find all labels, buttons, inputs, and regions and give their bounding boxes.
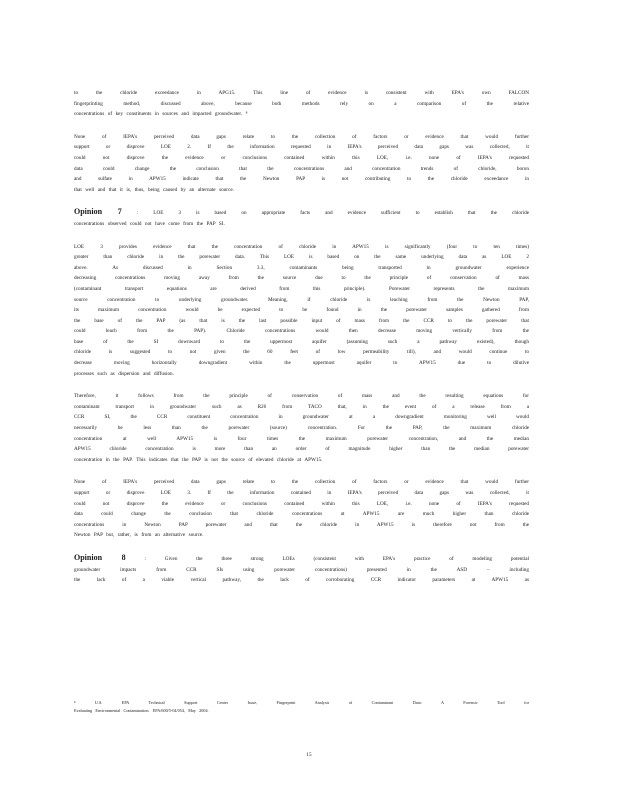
opinion-heading: Opinion 7 xyxy=(74,207,122,217)
text-line: greater than chloride in the porewater data. This LOE is based on the same underlying data as LOE 2 xyxy=(74,254,529,261)
text-line: the lack of a viable vertical pathway, the lack of corroborating CCR indicator parameters at APW15 as xyxy=(74,577,529,584)
text-line: contaminant transport in groundwater such as R26 from TACO that, in the event of a release from a xyxy=(74,403,529,410)
paragraph-4 xyxy=(74,391,529,465)
text-line: concentrations observed could not have come from the PAP SI. xyxy=(74,220,225,227)
text-line: None of IEPA's perceived data gaps relate to the collection of factors or evidence that would further xyxy=(74,479,529,486)
text-line: fingerprinting method, discussed above, because both methods rely on a comparison of the relative xyxy=(74,100,529,107)
text-line: data could change the conclusion that the concentrations and concentration trends of chloride, boron xyxy=(74,165,529,172)
footnote-line: ⁸ U.S. EPA Technical Support Center Issue, Fingerprint Analysis of Contaminant Data: A Forensic Tool for xyxy=(74,700,529,705)
opinion-heading: Opinion 8 xyxy=(74,552,126,562)
text-line: None of IEPA's perceived data gaps relate to the collection of factors or evidence that would further xyxy=(74,133,529,140)
opinion-text: : Given the three strong LOEs (consistent with EPA's practice of modeling potential xyxy=(144,555,530,562)
text-line: chloride is suggested to not given the 60 feet of low permeability till), and would continue to xyxy=(74,349,529,356)
text-line: (contaminant transport equations are derived from this principle). Porewater represents the maximum xyxy=(74,285,529,292)
text-line: processes such as dispersion and diffusion. xyxy=(74,370,174,377)
opinion-text: : LOE 3 is based on appropriate facts and evidence sufficient to establish that the chloride xyxy=(136,210,530,217)
text-line: decreasing concentrations moving away from the source due to the principle of conservation of mass xyxy=(74,275,529,282)
text-line: could not disprove the evidence or conclusions contained within this LOE, i.e. none of IEPA's requested xyxy=(74,154,529,161)
opinion-8 xyxy=(74,553,529,586)
text-line: APW15 chloride concentration is more than an order of magnitude higher than the median porewater xyxy=(74,446,529,453)
paragraph-3 xyxy=(74,242,529,380)
text-line: its maximum concentration would be expected to be found in the porewater samples gathered from xyxy=(74,307,529,314)
text-line: necessarily be less than the porewater (source) concentration. For the PAP, the maximum chloride xyxy=(74,425,529,432)
text-line: decrease moving horizontally downgradient within the uppermost aquifer to APW15 due to dilutive xyxy=(74,360,529,367)
page-number: 15 xyxy=(306,752,312,758)
text-line: concentrations in Newton PAP porewater and that the chloride in APW15 is therefore not from the xyxy=(74,521,529,528)
text-line: base of the SI downward to the uppermost aquifer (assuming such a pathway existed), though xyxy=(74,338,529,345)
text-line: could not disprove the evidence or conclusions contained within this LOE, i.e. none of IEPA's requested xyxy=(74,500,529,507)
footnote-line: Evaluating Environmental Contamination. EPA/600/5-04/054, May 2004. xyxy=(74,708,209,713)
paragraph-1 xyxy=(74,88,529,120)
text-line: groundwater impacts from CCR SIs using porewater concentrations) presented in the ASD – including xyxy=(74,566,529,573)
text-line: Therefore, it follows from the principle of conservation of mass and the resulting equations for xyxy=(74,393,529,400)
text-line: LOE 3 provides evidence that the concentration of chloride in APW15 is significantly (four to ten times) xyxy=(74,243,529,250)
text-line: to the chloride exceedance in APG15. This line of evidence is consistent with EPA's own FALCON xyxy=(74,90,529,96)
opinion-7 xyxy=(74,207,529,229)
document-body xyxy=(74,88,529,598)
text-line: could leach from the PAP). Chloride concentrations would then decrease moving vertically from the xyxy=(74,328,529,335)
footnote xyxy=(74,699,529,715)
text-line: data could change the conclusion that chloride concentrations at APW15 are much higher than chloride xyxy=(74,511,529,518)
text-line: concentrations of key constituents in sources and impacted groundwater. ⁸ xyxy=(74,111,248,118)
text-line: source concentration to underlying groundwater. Meaning, if chloride is leaching from the Newton PAP, xyxy=(74,296,529,303)
text-line: concentration at well APW15 is four times the maximum porewater concentration, and the median xyxy=(74,435,529,442)
text-line: the base of the PAP (as that is the last possible input of mass from the CCR to the porewater that xyxy=(74,317,529,324)
paragraph-2 xyxy=(74,132,529,196)
text-line xyxy=(74,207,529,219)
text-line: Newton PAP but, rather, is from an alternative source. xyxy=(74,532,204,539)
text-line: concentration in the PAP. This indicates that the PAP is not the source of elevated chloride at APW15. xyxy=(74,456,323,463)
text-line: above. As discussed in Section 3.3, contaminants being transported in groundwater experience xyxy=(74,264,529,271)
text-line: and sulfate in APW15 indicate that the Newton PAP is not contributing to the chloride exceedance in xyxy=(74,176,529,183)
text-line: that well and that it is, thus, being caused by an alternate source. xyxy=(74,186,234,193)
text-line xyxy=(74,553,529,565)
text-line: CCR SI, the CCR constituent concentration in groundwater at a downgradient monitoring well would xyxy=(74,414,529,421)
paragraph-5 xyxy=(74,477,529,541)
text-line: support or disprove LOE 3. If the information contained in IEPA's perceived data gaps was collected, it xyxy=(74,490,529,496)
text-line: support or disprove LOE 2. If the information requested in IEPA's perceived data gaps was collected, it xyxy=(74,144,529,151)
